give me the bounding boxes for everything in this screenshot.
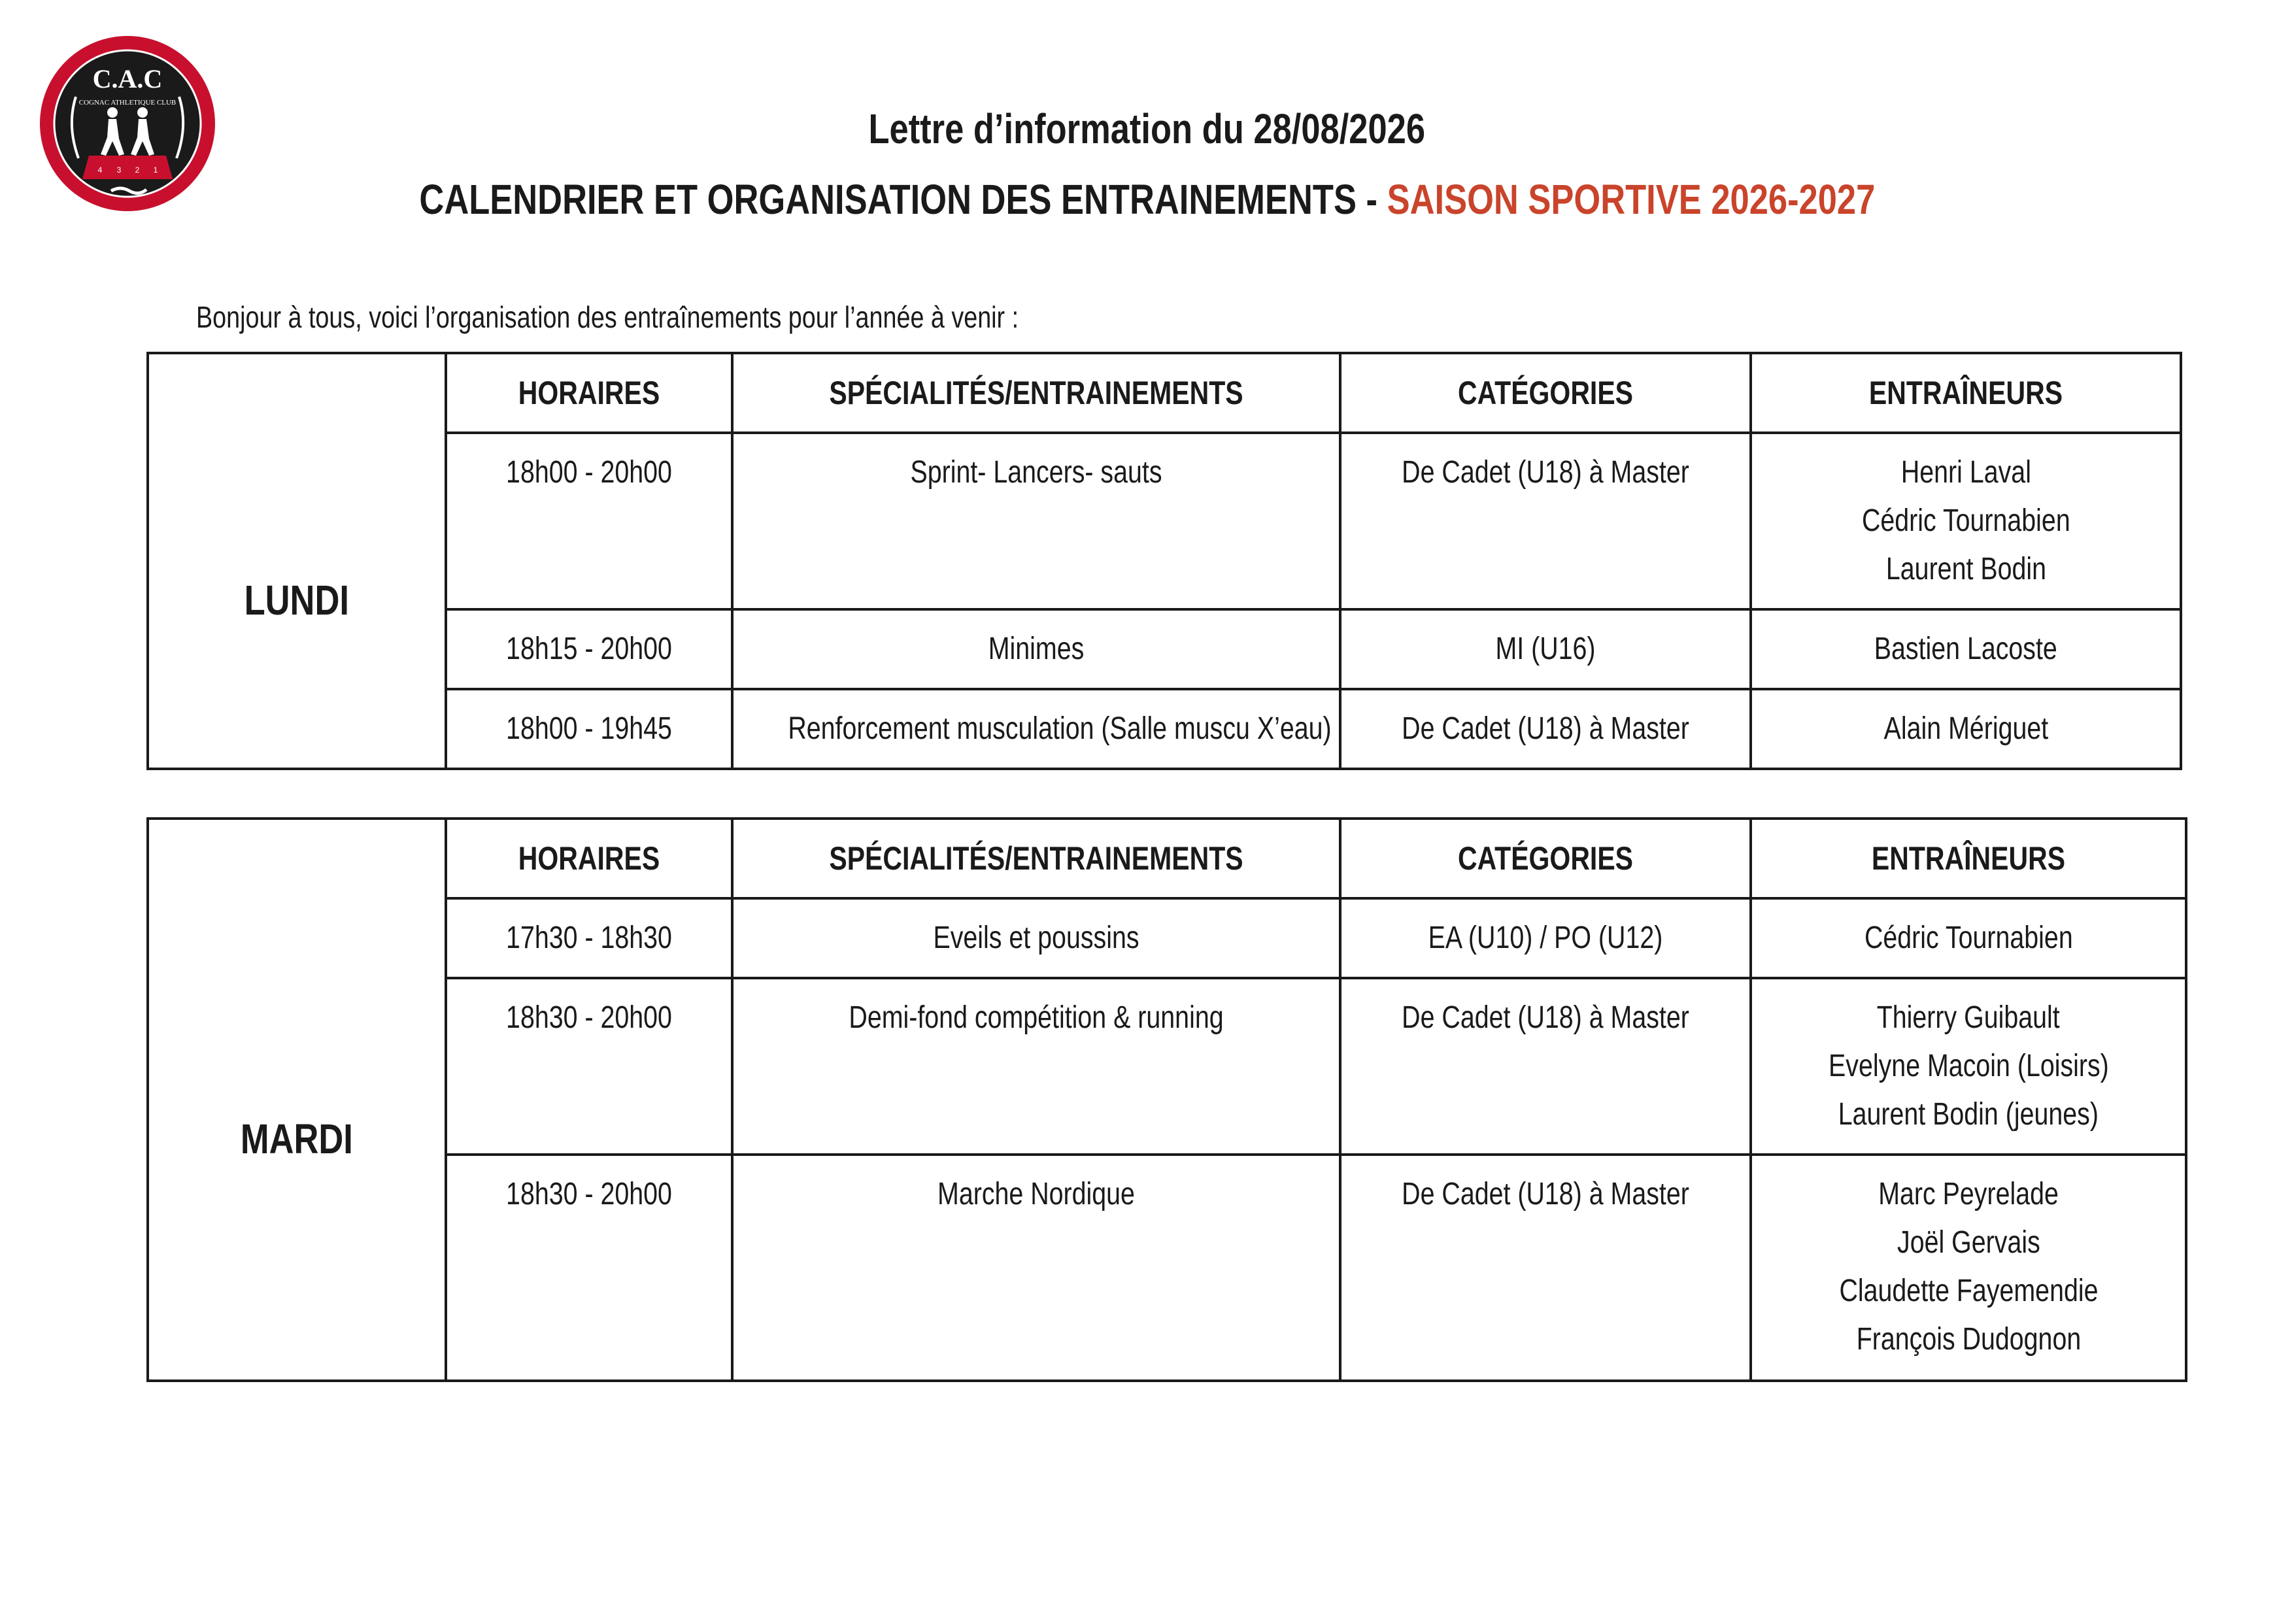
schedule-table-lundi — [146, 352, 2182, 770]
header-entraineurs: ENTRAÎNEURS — [1751, 819, 2186, 898]
cell-specialite: Eveils et poussins — [732, 898, 1340, 978]
day-cell-top — [148, 819, 446, 898]
intro-text: Bonjour à tous, voici l’organisation des entraînements pour l’année à venir : — [196, 300, 1019, 334]
lane-number: 1 — [153, 165, 158, 175]
cell-horaires: 18h00 - 19h45 — [446, 689, 732, 769]
header-specialites: SPÉCIALITÉS/ENTRAINEMENTS — [732, 353, 1340, 433]
cell-horaires: 18h30 - 20h00 — [446, 1155, 732, 1381]
cell-entraineurs: Henri Laval Cédric Tournabien Laurent Bodin — [1751, 433, 2181, 609]
table-row — [148, 433, 2181, 609]
cell-categorie: MI (U16) — [1340, 609, 1751, 689]
lane-number: 2 — [135, 165, 140, 175]
cell-horaires: 18h30 - 20h00 — [446, 978, 732, 1155]
lane-number: 4 — [97, 165, 103, 175]
table-row — [148, 898, 2186, 978]
table-header-row — [148, 353, 2181, 433]
heading-season: SAISON SPORTIVE 2026-2027 — [1387, 176, 1875, 223]
cell-specialite: Sprint- Lancers- sauts — [732, 433, 1340, 609]
cell-specialite: Minimes — [732, 609, 1340, 689]
day-label: LUNDI — [148, 433, 446, 769]
table-row — [148, 609, 2181, 689]
cell-specialite: Renforcement musculation (Salle muscu X’eau) — [732, 689, 1340, 769]
header-horaires: HORAIRES — [446, 819, 732, 898]
cell-horaires: 18h15 - 20h00 — [446, 609, 732, 689]
cell-categorie: De Cadet (U18) à Master — [1340, 689, 1751, 769]
lane-number: 3 — [116, 165, 122, 175]
cell-entraineurs: Thierry Guibault Evelyne Macoin (Loisirs) Laurent Bodin (jeunes) — [1751, 978, 2186, 1155]
cell-horaires: 18h00 - 20h00 — [446, 433, 732, 609]
cell-categorie: EA (U10) / PO (U12) — [1340, 898, 1751, 978]
cell-entraineurs: Marc Peyrelade Joël Gervais Claudette Fayemendie François Dudognon — [1751, 1155, 2186, 1381]
header-categories: CATÉGORIES — [1340, 819, 1751, 898]
heading-main: CALENDRIER ET ORGANISATION DES ENTRAINEMENTS — [419, 176, 1357, 223]
table-row — [148, 978, 2186, 1155]
cell-entraineurs: Alain Mériguet — [1751, 689, 2181, 769]
cell-entraineurs: Cédric Tournabien — [1751, 898, 2186, 978]
cell-specialite: Marche Nordique — [732, 1155, 1340, 1381]
schedule-table-mardi — [146, 817, 2187, 1382]
table-row — [148, 1155, 2186, 1381]
cell-categorie: De Cadet (U18) à Master — [1340, 1155, 1751, 1381]
cell-entraineurs: Bastien Lacoste — [1751, 609, 2181, 689]
day-cell-top — [148, 353, 446, 433]
header-specialites: SPÉCIALITÉS/ENTRAINEMENTS — [732, 819, 1340, 898]
table-row — [148, 689, 2181, 769]
cell-categorie: De Cadet (U18) à Master — [1340, 433, 1751, 609]
page-heading — [0, 175, 2294, 224]
cell-horaires: 17h30 - 18h30 — [446, 898, 732, 978]
cell-categorie: De Cadet (U18) à Master — [1340, 978, 1751, 1155]
cell-specialite: Demi-fond compétition & running — [732, 978, 1340, 1155]
heading-separator: - — [1356, 176, 1387, 223]
header-entraineurs: ENTRAÎNEURS — [1751, 353, 2181, 433]
logo-club-name: COGNAC ATHLETIQUE CLUB — [78, 99, 177, 107]
day-label: MARDI — [148, 898, 446, 1381]
header-categories: CATÉGORIES — [1340, 353, 1751, 433]
letter-title: Lettre d’information du 28/08/2026 — [868, 105, 1426, 152]
logo-initials: C.A.C — [92, 64, 163, 93]
header-horaires: HORAIRES — [446, 353, 732, 433]
table-header-row — [148, 819, 2186, 898]
